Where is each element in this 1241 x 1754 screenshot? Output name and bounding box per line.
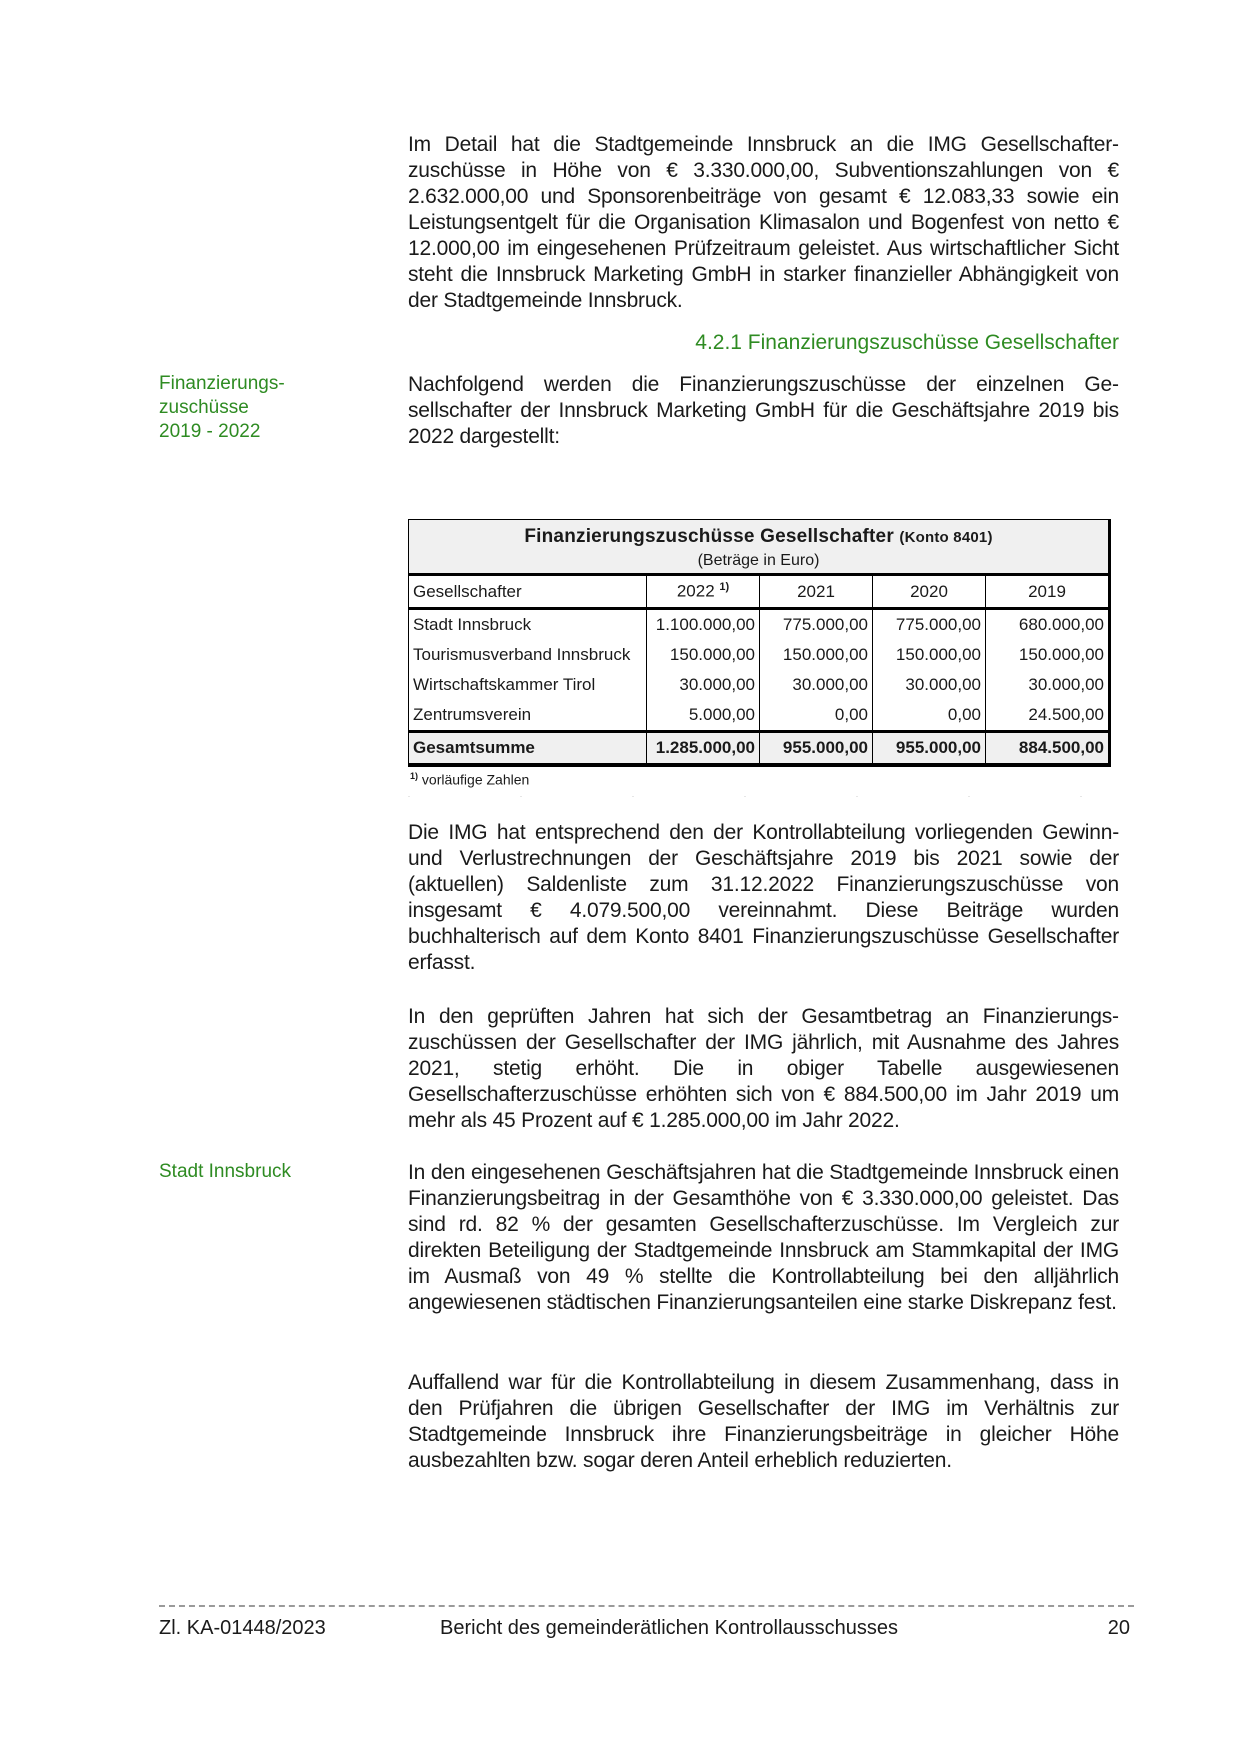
divider — [408, 796, 1116, 797]
table-header-row — [409, 575, 1110, 609]
footnote-text: vorläufige Zahlen — [418, 771, 530, 788]
table-row — [409, 670, 1110, 700]
gepruefte-jahre-paragraph — [408, 1004, 1119, 1134]
cell-value: 5.000,00 — [647, 700, 760, 732]
table-row — [409, 640, 1110, 670]
column-header-2022: 2022 $^{1)}$ — [647, 575, 760, 609]
table-title: Finanzierungszuschüsse Gesellschafter (Konto 8401) — [524, 526, 993, 547]
stadt-innsbruck-paragraph — [408, 1160, 1119, 1316]
table-total-row — [409, 732, 1110, 766]
total-value: 884.500,00 — [986, 732, 1110, 766]
footnote-marker: 1) — [410, 771, 419, 781]
table-subtitle: (Beträge in Euro) — [697, 552, 820, 569]
total-value: 955.000,00 — [873, 732, 986, 766]
footer-divider — [159, 1605, 1134, 1607]
cell-value: 30.000,00 — [873, 670, 986, 700]
table-row — [409, 700, 1110, 732]
cell-value: 30.000,00 — [647, 670, 760, 700]
row-label: Zentrumsverein — [409, 700, 647, 732]
gepruefte-jahre-text: In den geprüften Jahren hat sich der Gesamtbetrag an Finanzierungszuschüssen der Gesellschafter der IMG jährlich, mit Ausnahme des Jahres 2021, stetig erhöht. Die in obiger Tabelle ausgewiesenen Gesellschafterzuschüsse erhöhten sich von € 884.500,00 im Jahr 2019 um mehr als 45 Prozent auf € 1.285.000,00 im Jahr 2022. — [408, 1005, 1119, 1132]
cell-value: 150.000,00 — [986, 640, 1110, 670]
table-title-cell — [409, 520, 1110, 575]
auffallend-text: Auffallend war für die Kontrollabteilung in diesem Zusammenhang, dass in den Prüfjahren die übrigen Gesellschafter der IMG im Verhältnis zur Stadtgemeinde Innsbruck ihre Finanzierungsbeiträge in gleicher Höhe ausbezahlten bzw. sogar deren Anteil erheblich reduzierten. — [408, 1371, 1119, 1472]
footnote-marker: 1) — [719, 581, 730, 594]
cell-value: 150.000,00 — [760, 640, 873, 670]
row-label: Wirtschaftskammer Tirol — [409, 670, 647, 700]
cell-value: 0,00 — [873, 700, 986, 732]
financing-table-block — [408, 519, 1116, 797]
margin-note-line: zuschüsse — [159, 397, 249, 418]
row-label: Tourismusverband Innsbruck — [409, 640, 647, 670]
table-row — [409, 609, 1110, 641]
cell-value: 775.000,00 — [873, 609, 986, 641]
cell-value: 30.000,00 — [760, 670, 873, 700]
footer-reference: Zl. KA-01448/2023 — [159, 1617, 326, 1639]
nachfolgend-paragraph — [408, 372, 1119, 450]
img-vereinnahmt-paragraph — [408, 820, 1119, 976]
column-header-2021: 2021 — [760, 575, 873, 609]
cell-value: 150.000,00 — [873, 640, 986, 670]
cell-value: 30.000,00 — [986, 670, 1110, 700]
margin-note-stadt-innsbruck: Stadt Innsbruck — [159, 1161, 292, 1182]
cell-value: 680.000,00 — [986, 609, 1110, 641]
stadt-innsbruck-text: In den eingesehenen Geschäftsjahren hat die Stadtgemeinde Innsbruck einen Finanzierungsbeitrag in der Gesamthöhe von € 3.330.000,00 geleistet. Das sind rd. 82 % der gesamten Gesellschafterzuschüsse. Im Vergleich zur direkten Beteiligung der Stadtgemeinde Innsbruck am Stammkapital der IMG im Ausmaß von 49 % stellte die Kontrollabteilung bei den alljährlich angewiesenen städtischen Finanzierungsanteilen eine starke Diskrepanz fest. — [408, 1161, 1119, 1314]
intro-text: Im Detail hat die Stadtgemeinde Innsbruck an die IMG Gesellschafterzuschüsse in Höhe von € 3.330.000,00, Subventionszahlungen von € 2.632.000,00 und Sponsorenbeiträge von gesamt € 12.083,33 sowie ein Leistungsentgelt für die Organisation Klimasalon und Bogenfest von netto € 12.000,00 im eingesehenen Prüfzeitraum geleistet. Aus wirtschaftlicher Sicht steht die Innsbruck Marketing GmbH in starker finanzieller Abhängigkeit von der Stadtgemeinde Innsbruck. — [408, 133, 1119, 312]
column-header-2020: 2020 — [873, 575, 986, 609]
margin-note-line: 2019 - 2022 — [159, 421, 261, 442]
margin-note-line: Finanzierungs- — [159, 373, 285, 394]
page-number: 20 — [1107, 1617, 1130, 1639]
img-vereinnahmt-text: Die IMG hat entsprechend den der Kontrollabteilung vorliegenden Gewinn- und Verlustrechnungen der Geschäftsjahre 2019 bis 2021 sowie der (aktuellen) Saldenliste zum 31.12.2022 Finanzierungszuschüsse von insgesamt € 4.079.500,00 vereinnahmt. Diese Beiträge wurden buchhalterisch auf dem Konto 8401 Finanzierungszuschüsse Gesellschafter erfasst. — [408, 821, 1119, 974]
total-label: Gesamtsumme — [409, 732, 647, 766]
table-footnote — [408, 771, 1116, 788]
table-account: (Konto 8401) — [899, 529, 993, 546]
margin-note-finanzierungszuschuesse — [159, 372, 359, 444]
table-title-row — [409, 520, 1110, 575]
auffallend-paragraph — [408, 1370, 1119, 1474]
column-header-2019: 2019 — [986, 575, 1110, 609]
cell-value: 150.000,00 — [647, 640, 760, 670]
cell-value: 1.100.000,00 — [647, 609, 760, 641]
section-heading: 4.2.1 Finanzierungszuschüsse Gesellschafter — [695, 331, 1119, 354]
financing-table — [408, 519, 1111, 767]
nachfolgend-text: Nachfolgend werden die Finanzierungszuschüsse der einzelnen Gesellschafter der Innsbruck Marketing GmbH für die Geschäftsjahre 2019 bis 2022 dargestellt: — [408, 373, 1119, 448]
cell-value: 24.500,00 — [986, 700, 1110, 732]
cell-value: 775.000,00 — [760, 609, 873, 641]
cell-value: 0,00 — [760, 700, 873, 732]
footer-title: Bericht des gemeinderätlichen Kontrollausschusses — [440, 1617, 899, 1639]
total-value: 1.285.000,00 — [647, 732, 760, 766]
column-header-gesellschafter: Gesellschafter — [409, 575, 647, 609]
row-label: Stadt Innsbruck — [409, 609, 647, 641]
intro-paragraph — [408, 132, 1119, 314]
total-value: 955.000,00 — [760, 732, 873, 766]
